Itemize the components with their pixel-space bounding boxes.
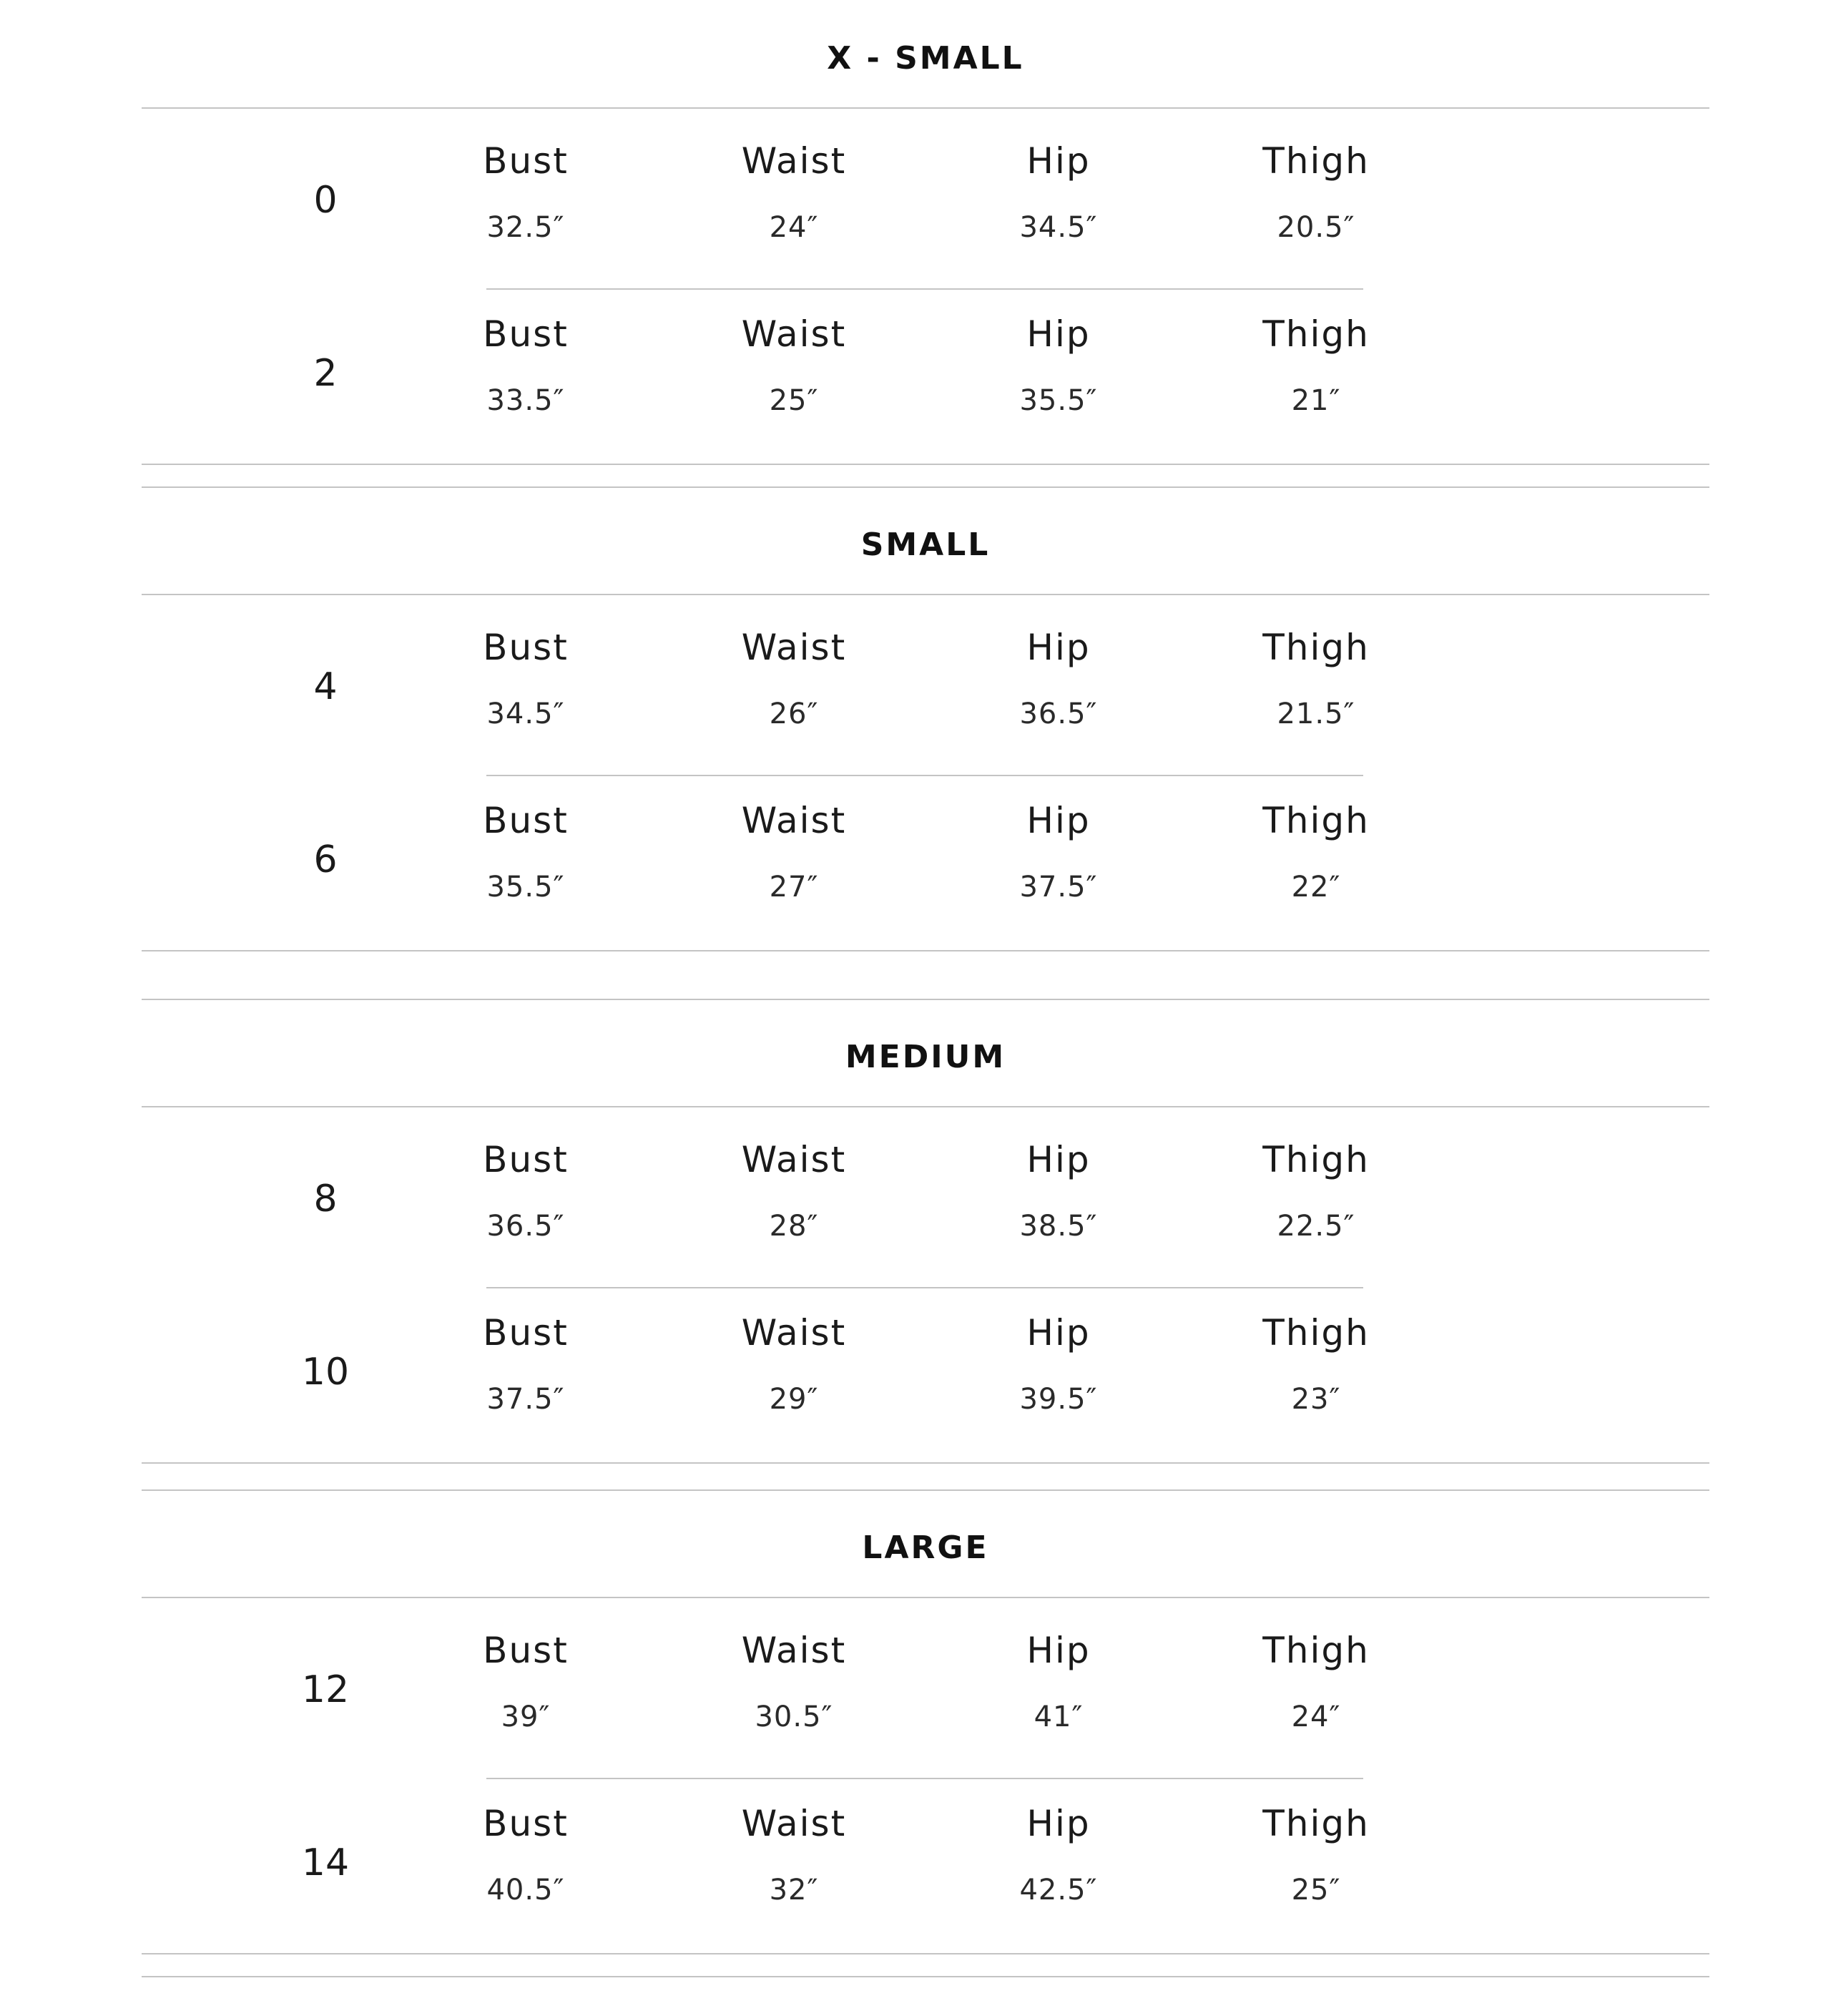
measurement-value: 37.5″ xyxy=(1019,871,1098,904)
measurement-cell xyxy=(1202,313,1430,427)
measurement-cell xyxy=(679,799,908,914)
measurement-label: Thigh xyxy=(1262,800,1370,841)
group-header-divider xyxy=(142,107,1709,109)
measurement-value: 39.5″ xyxy=(1019,1383,1098,1416)
measurement-cell xyxy=(944,1138,1173,1253)
measurement-label: Hip xyxy=(1026,627,1091,668)
group-title: LARGE xyxy=(862,1530,989,1566)
group-top-divider xyxy=(142,486,1709,488)
measurement-value: 33.5″ xyxy=(486,384,565,417)
group-title: X - SMALL xyxy=(827,40,1024,77)
group-header-divider xyxy=(142,594,1709,595)
measurement-value: 36.5″ xyxy=(1019,698,1098,730)
measurement-cell xyxy=(679,626,908,740)
measurement-label: Waist xyxy=(741,800,847,841)
size-number: 10 xyxy=(301,1351,350,1394)
size-number: 12 xyxy=(301,1668,350,1711)
measurement-label: Bust xyxy=(483,313,569,355)
group-bottom-divider xyxy=(142,464,1709,465)
row-divider xyxy=(486,288,1363,290)
measurement-value: 24″ xyxy=(769,211,819,244)
measurement-cell xyxy=(679,1138,908,1253)
measurement-label: Thigh xyxy=(1262,627,1370,668)
measurement-label: Hip xyxy=(1026,1139,1091,1180)
measurement-cell xyxy=(411,626,640,740)
measurement-cell xyxy=(411,1802,640,1917)
measurement-cell xyxy=(1202,1311,1430,1426)
measurement-label: Thigh xyxy=(1262,1139,1370,1180)
measurement-cell xyxy=(411,1311,640,1426)
measurement-label: Bust xyxy=(483,140,569,182)
measurement-label: Bust xyxy=(483,1139,569,1180)
measurement-value: 41″ xyxy=(1034,1701,1084,1733)
row-divider xyxy=(486,1778,1363,1779)
measurement-value: 22″ xyxy=(1291,871,1341,904)
measurement-cell xyxy=(411,313,640,427)
row-divider xyxy=(486,1287,1363,1288)
measurement-value: 29″ xyxy=(769,1383,819,1416)
measurement-value: 32.5″ xyxy=(486,211,565,244)
measurement-value: 21″ xyxy=(1291,384,1341,417)
measurement-cell xyxy=(1202,799,1430,914)
measurement-value: 20.5″ xyxy=(1277,211,1355,244)
measurement-value: 24″ xyxy=(1291,1701,1341,1733)
measurement-cell xyxy=(944,1802,1173,1917)
measurement-cell xyxy=(679,1629,908,1743)
measurement-cell xyxy=(944,1629,1173,1743)
measurement-label: Thigh xyxy=(1262,140,1370,182)
measurement-label: Hip xyxy=(1026,1630,1091,1671)
measurement-cell xyxy=(679,313,908,427)
size-number: 2 xyxy=(313,352,338,395)
group-header-divider xyxy=(142,1597,1709,1598)
measurement-label: Waist xyxy=(741,1139,847,1180)
size-number: 8 xyxy=(313,1178,338,1220)
row-divider xyxy=(486,775,1363,776)
measurement-value: 26″ xyxy=(769,698,819,730)
measurement-cell xyxy=(944,799,1173,914)
measurement-label: Bust xyxy=(483,627,569,668)
measurement-label: Hip xyxy=(1026,1312,1091,1354)
measurement-value: 22.5″ xyxy=(1277,1210,1355,1243)
measurement-value: 34.5″ xyxy=(486,698,565,730)
measurement-value: 30.5″ xyxy=(755,1701,833,1733)
measurement-cell xyxy=(411,799,640,914)
measurement-label: Thigh xyxy=(1262,1630,1370,1671)
measurement-value: 27″ xyxy=(769,871,819,904)
measurement-cell xyxy=(1202,1629,1430,1743)
group-top-divider xyxy=(142,999,1709,1000)
measurement-value: 35.5″ xyxy=(486,871,565,904)
measurement-cell xyxy=(944,140,1173,254)
measurement-value: 42.5″ xyxy=(1019,1874,1098,1907)
measurement-label: Waist xyxy=(741,1803,847,1844)
group-top-divider xyxy=(142,1489,1709,1491)
measurement-label: Waist xyxy=(741,1312,847,1354)
measurement-label: Waist xyxy=(741,140,847,182)
group-bottom-divider xyxy=(142,1953,1709,1954)
measurement-value: 23″ xyxy=(1291,1383,1341,1416)
measurement-value: 28″ xyxy=(769,1210,819,1243)
measurement-cell xyxy=(944,626,1173,740)
size-number: 4 xyxy=(313,665,338,708)
measurement-label: Hip xyxy=(1026,313,1091,355)
measurement-cell xyxy=(1202,140,1430,254)
measurement-value: 40.5″ xyxy=(486,1874,565,1907)
measurement-value: 32″ xyxy=(769,1874,819,1907)
measurement-cell xyxy=(944,1311,1173,1426)
measurement-value: 34.5″ xyxy=(1019,211,1098,244)
measurement-cell xyxy=(411,1629,640,1743)
group-header-divider xyxy=(142,1106,1709,1107)
measurement-value: 37.5″ xyxy=(486,1383,565,1416)
size-number: 0 xyxy=(313,179,338,222)
measurement-value: 38.5″ xyxy=(1019,1210,1098,1243)
measurement-cell xyxy=(679,1311,908,1426)
measurement-cell xyxy=(411,1138,640,1253)
measurement-cell xyxy=(1202,1138,1430,1253)
measurement-cell xyxy=(944,313,1173,427)
chart-end-divider xyxy=(142,1976,1709,1977)
measurement-cell xyxy=(679,1802,908,1917)
measurement-cell xyxy=(1202,1802,1430,1917)
measurement-cell xyxy=(679,140,908,254)
measurement-label: Thigh xyxy=(1262,1312,1370,1354)
measurement-value: 39″ xyxy=(501,1701,551,1733)
measurement-value: 36.5″ xyxy=(486,1210,565,1243)
group-title: SMALL xyxy=(860,527,991,563)
measurement-label: Hip xyxy=(1026,1803,1091,1844)
measurement-cell xyxy=(1202,626,1430,740)
measurement-cell xyxy=(411,140,640,254)
measurement-label: Hip xyxy=(1026,800,1091,841)
measurement-value: 25″ xyxy=(1291,1874,1341,1907)
measurement-label: Thigh xyxy=(1262,313,1370,355)
size-number: 6 xyxy=(313,838,338,881)
measurement-label: Waist xyxy=(741,313,847,355)
group-bottom-divider xyxy=(142,1462,1709,1464)
measurement-label: Bust xyxy=(483,800,569,841)
measurement-label: Bust xyxy=(483,1312,569,1354)
measurement-label: Bust xyxy=(483,1803,569,1844)
measurement-label: Waist xyxy=(741,627,847,668)
group-bottom-divider xyxy=(142,950,1709,951)
measurement-value: 35.5″ xyxy=(1019,384,1098,417)
measurement-label: Waist xyxy=(741,1630,847,1671)
measurement-value: 25″ xyxy=(769,384,819,417)
measurement-value: 21.5″ xyxy=(1277,698,1355,730)
measurement-label: Hip xyxy=(1026,140,1091,182)
measurement-label: Thigh xyxy=(1262,1803,1370,1844)
group-title: MEDIUM xyxy=(845,1039,1006,1075)
measurement-label: Bust xyxy=(483,1630,569,1671)
size-number: 14 xyxy=(301,1841,350,1884)
